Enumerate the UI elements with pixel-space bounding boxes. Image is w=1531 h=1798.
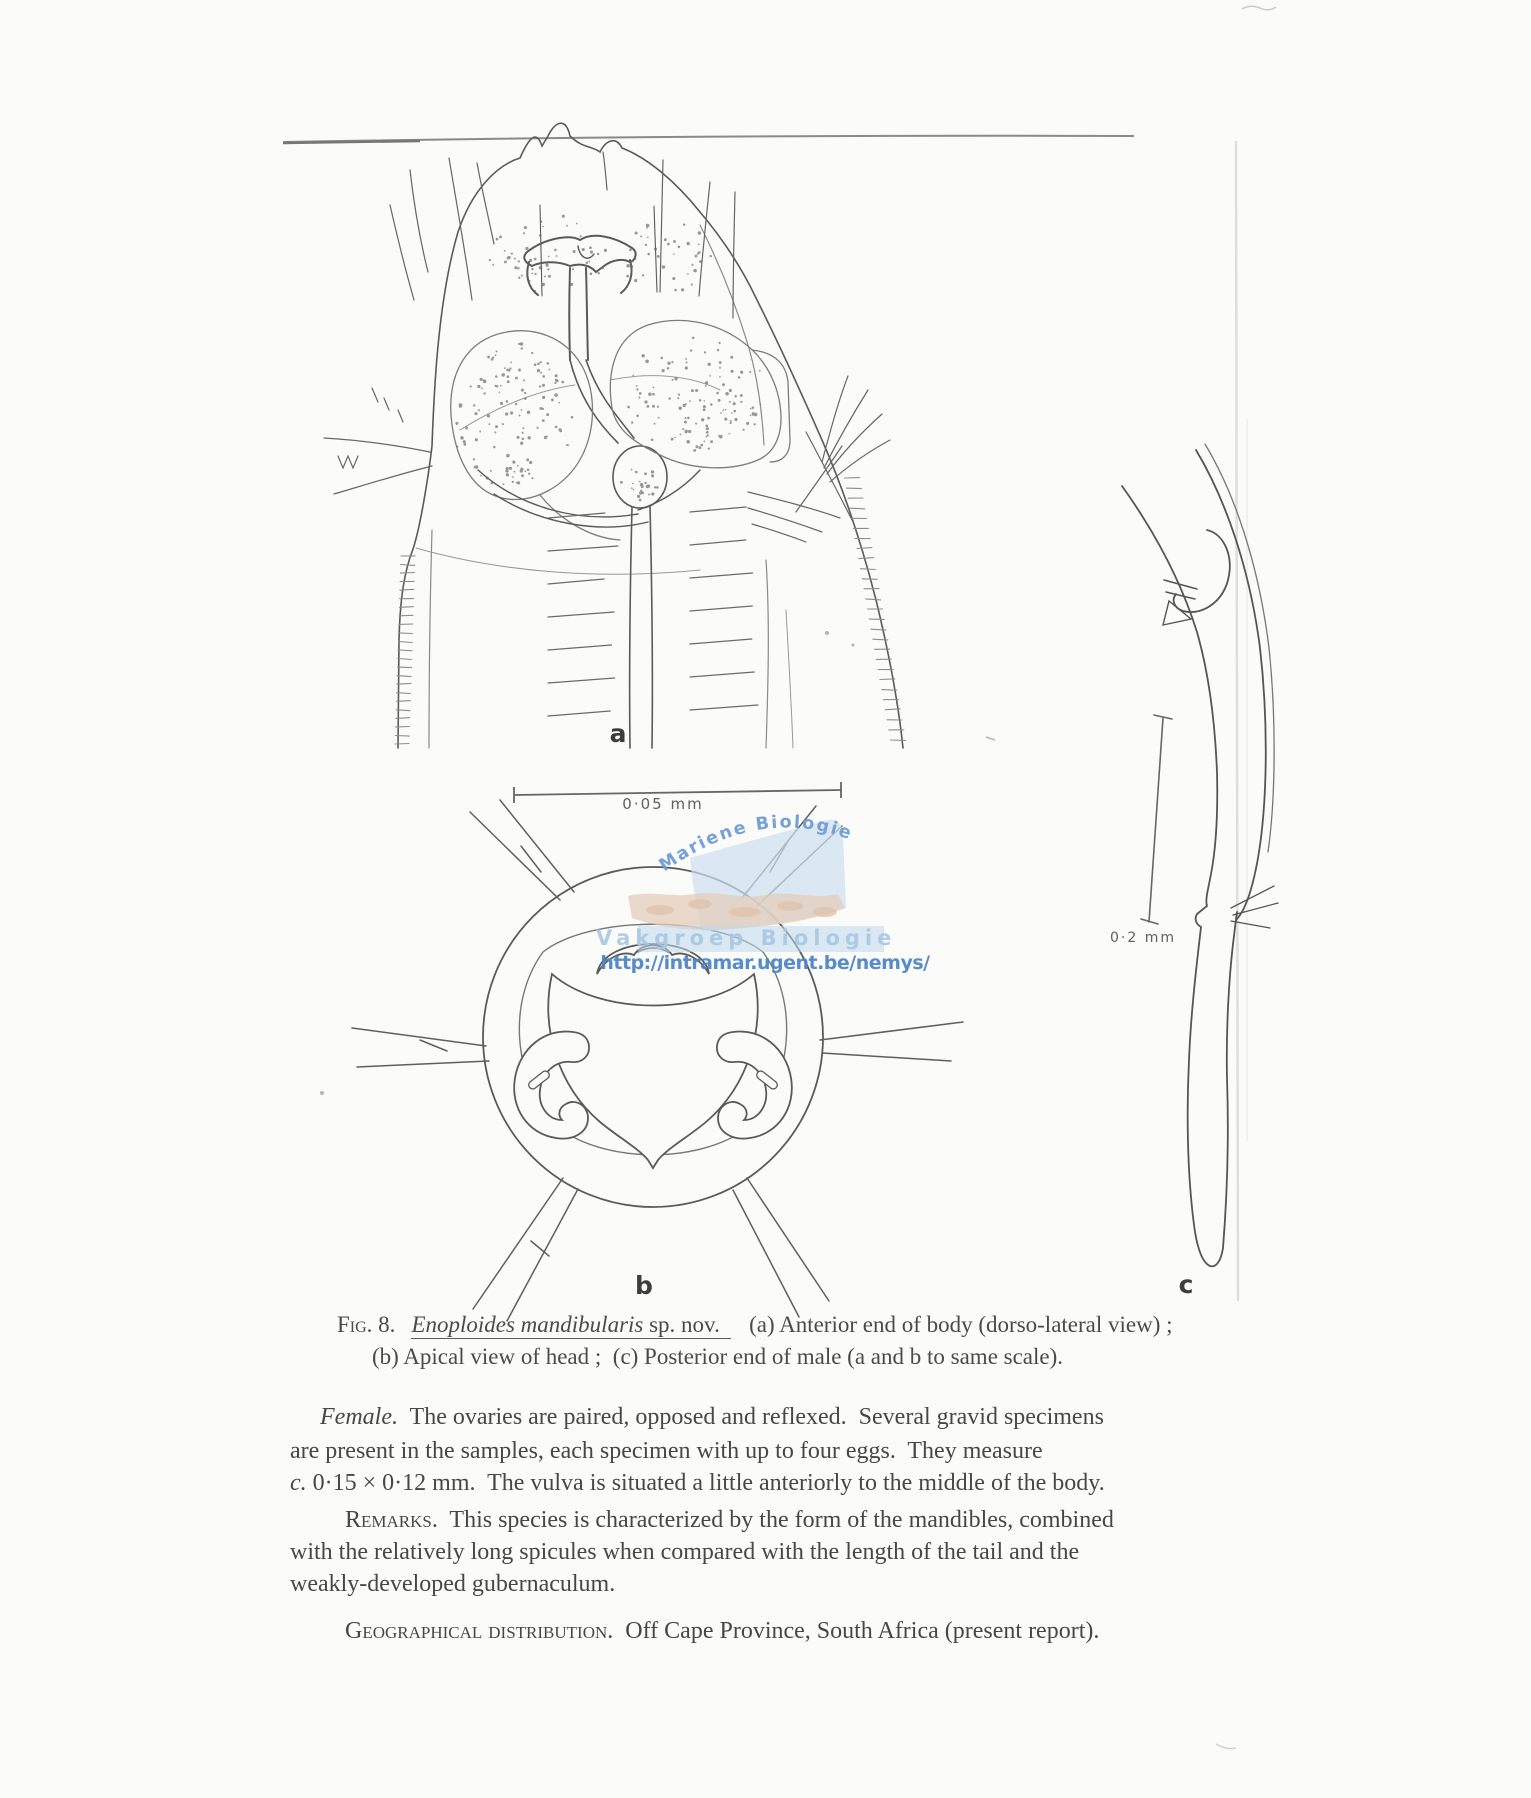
neck-boundary [416, 548, 700, 574]
ventral-and-tail-outline [1122, 486, 1237, 1266]
watermark-band-text: Vakgroep Biologie [596, 926, 897, 950]
figure-a-drawing [324, 123, 906, 748]
distribution-lead: Geographical distribution. [345, 1618, 614, 1644]
lateral-line-left [429, 530, 432, 748]
spicule [1163, 530, 1230, 625]
scale-bar-c [1141, 715, 1172, 924]
female-paragraph-line3: c. 0·15 × 0·12 mm. The vulva is situated a little anteriorly to the middle of the body. [290, 1470, 1105, 1496]
stipple-head-right [626, 223, 712, 291]
figure-caption-line1 [337, 1312, 1173, 1338]
figure-c-drawing [1122, 142, 1278, 1300]
mouth-triangle [548, 974, 757, 1168]
page-fold-line [1236, 142, 1238, 1300]
remarks-paragraph-line2: with the relatively long spicules when compared with the length of the tail and the [290, 1539, 1080, 1565]
scale-label-a: 0·05 mm [622, 795, 704, 813]
female-paragraph-line2: are present in the samples, each specimen with up to four eggs. They measure [290, 1438, 1043, 1464]
oesophagus [570, 360, 667, 748]
circa-abbrev: c. [290, 1470, 307, 1496]
panel-a-label: a [609, 719, 627, 748]
remarks-paragraph-line1: Remarks. This species is characterized by the form of the mandibles, combined [345, 1507, 1114, 1533]
female-lead: Female. [320, 1404, 398, 1430]
body-dashes-left [548, 513, 618, 716]
caption-a-description: (a) Anterior end of body (dorso-lateral view) ; [743, 1312, 1173, 1337]
scale-label-c: 0·2 mm [1110, 930, 1176, 946]
stipple-lobe-left [455, 342, 573, 485]
figure-b-drawing [352, 800, 963, 1321]
dorsal-outline2 [1205, 444, 1274, 852]
top-rule [283, 136, 1134, 143]
cervical-setae-right [748, 376, 890, 542]
lateral-line-right [766, 560, 768, 748]
female-paragraph-line1: Female. The ovaries are paired, opposed and reflexed. Several gravid specimens [320, 1404, 1104, 1430]
panel-c-label: c [1178, 1270, 1194, 1299]
watermark-arc-text: Mariene Biologie [655, 812, 856, 876]
caption-species-name: Enoploides mandibularis sp. nov. [411, 1312, 732, 1337]
watermark-url-text: http://intramar.ugent.be/nemys/ [600, 952, 930, 974]
figure-caption-line2: (b) Apical view of head ; (c) Posterior end of male (a and b to same scale). [372, 1344, 1064, 1369]
stipple-lobe-right [627, 337, 761, 452]
remarks-paragraph-line3: weakly-developed gubernaculum. [290, 1571, 616, 1597]
internal-faint-lines [460, 376, 720, 430]
head-body-outline [398, 123, 903, 748]
panel-b-label: b [635, 1271, 653, 1300]
distribution-paragraph: Geographical distribution. Off Cape Province, South Africa (present report). [345, 1618, 1100, 1644]
dorsal-outline [1196, 450, 1266, 920]
cervical-setae-left [324, 388, 432, 494]
lateral-line-right2 [786, 610, 793, 748]
cephalic-setae [390, 152, 735, 318]
caption-fig-number: Fig. 8. [337, 1312, 396, 1337]
body-dashes-right [690, 507, 758, 710]
remarks-lead: Remarks. [345, 1507, 438, 1533]
